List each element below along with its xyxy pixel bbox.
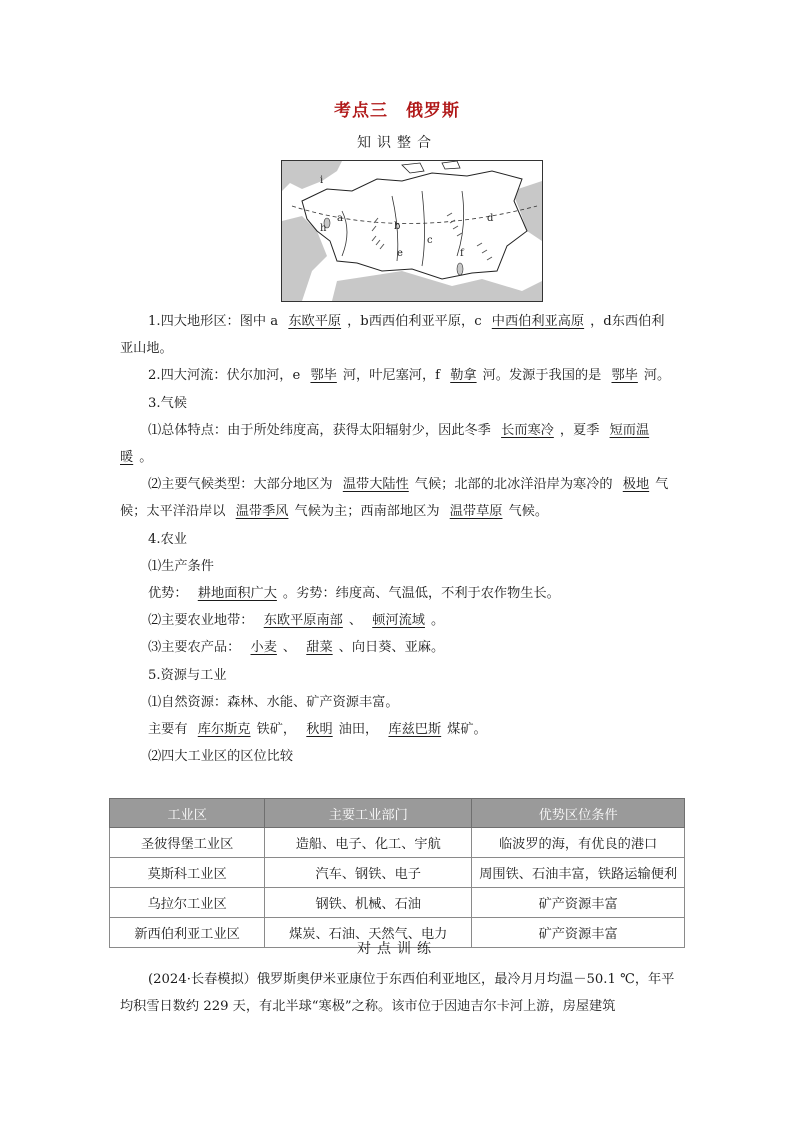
item-climate-types: ⑵主要气候类型：大部分地区为 温带大陆性 气候；北部的北冰洋沿岸为寒冷的 极地 气候；太平洋沿岸以 温带季风 气候为主；西南部地区为 温带草原 气候。	[120, 477, 669, 520]
map-label-c: c	[427, 235, 433, 246]
item-natural-resources: ⑴自然资源：森林、水能、矿产资源丰富。	[148, 694, 399, 710]
table-header: 工业区	[110, 799, 265, 828]
blank: 库尔斯克	[197, 722, 251, 738]
map-label-d: d	[487, 213, 494, 224]
table-header-row	[110, 799, 685, 828]
blank: 东欧平原南部	[263, 613, 343, 629]
practice-paragraph: (2024·长春模拟）俄罗斯奥伊米亚康位于东西伯利亚地区，最冷月月均温－50.1 ℃，年平均积雪日数约 229 天，有北半球“寒极”之称。该市位于因迪吉尔卡河上游，房屋建筑	[120, 972, 675, 1015]
map-label-a: a	[337, 213, 343, 224]
table-cell: 汽车、钢铁、电子	[265, 858, 472, 888]
table-cell: 莫斯科工业区	[110, 858, 265, 888]
blank: 东欧平原	[288, 314, 342, 329]
item-agri-products: ⑶主要农产品： 小麦 、 甜菜 、向日葵、亚麻。	[148, 640, 445, 656]
item-climate-features: ⑴总体特点：由于所处纬度高，获得太阳辐射少，因此冬季 长而寒冷 ，夏季 短而温暖 。	[120, 422, 650, 466]
blank: 小麦	[250, 640, 277, 656]
item-resources-heading: 5.资源与工业	[148, 667, 227, 683]
page-title: 考点三 俄罗斯	[334, 101, 460, 121]
blank: 鄂毕	[611, 368, 638, 384]
table-cell: 矿产资源丰富	[472, 888, 685, 918]
map-label-f: f	[460, 248, 464, 259]
map-label-b: b	[394, 221, 401, 232]
item-production-conditions: ⑴生产条件	[148, 558, 214, 574]
item-agri-zones: ⑵主要农业地带： 东欧平原南部 、 顿河流域 。	[148, 613, 445, 629]
blank: 顿河流域	[372, 613, 425, 629]
knowledge-content	[120, 308, 676, 770]
blank: 温带草原	[449, 504, 503, 520]
map-label-e: e	[397, 248, 403, 259]
table-header: 主要工业部门	[265, 799, 472, 828]
table-cell: 造船、电子、化工、宇航	[265, 828, 472, 858]
blank: 库兹巴斯	[388, 722, 442, 738]
blank: 秋明	[306, 722, 333, 738]
item-advantages: 优势： 耕地面积广大 。劣势：纬度高、气温低，不利于农作物生长。	[148, 586, 560, 602]
table-cell: 钢铁、机械、石油	[265, 888, 472, 918]
blank: 耕地面积广大	[197, 586, 277, 602]
table-row	[110, 828, 685, 858]
section-heading-practice: 对点训练	[357, 941, 437, 957]
table-cell: 周围铁、石油丰富，铁路运输便利	[472, 858, 685, 888]
table-cell: 新西伯利亚工业区	[110, 918, 265, 948]
map-label-h: h	[320, 223, 327, 234]
blank: 中西伯利亚高原	[491, 314, 585, 329]
section-heading-knowledge: 知识整合	[357, 135, 437, 151]
blank: 甜菜	[306, 640, 333, 656]
industrial-zones-table	[109, 798, 685, 948]
map-label-i: i	[320, 175, 324, 186]
item-agriculture-heading: 4.农业	[148, 531, 187, 547]
item-mines: 主要有 库尔斯克 铁矿， 秋明 油田， 库兹巴斯 煤矿。	[148, 722, 487, 738]
item-climate-heading: 3.气候	[148, 395, 187, 411]
blank: 长而寒冷	[501, 422, 554, 438]
table-cell: 圣彼得堡工业区	[110, 828, 265, 858]
item-landforms: 1.四大地形区：图中 a 东欧平原 ，b西西伯利亚平原，c 中西伯利亚高原 ，d东西伯利亚山地。	[120, 314, 665, 357]
blank: 鄂毕	[310, 368, 337, 384]
table-cell: 乌拉尔工业区	[110, 888, 265, 918]
blank: 极地	[622, 477, 650, 493]
russia-map	[281, 160, 543, 302]
item-rivers: 2.四大河流：伏尔加河，e 鄂毕 河，叶尼塞河，f 勒拿 河。发源于我国的是 鄂毕 河。	[148, 368, 671, 384]
table-cell: 煤炭、石油、天然气、电力	[265, 918, 472, 948]
table-cell: 临波罗的海，有优良的港口	[472, 828, 685, 858]
blank: 勒拿	[450, 368, 477, 384]
item-industrial-comparison: ⑵四大工业区的区位比较	[148, 749, 294, 765]
blank: 温带大陆性	[342, 477, 409, 493]
blank: 温带季风	[235, 504, 289, 520]
table-row	[110, 858, 685, 888]
blank: 短而温暖	[120, 422, 650, 466]
table-cell: 矿产资源丰富	[472, 918, 685, 948]
table-row	[110, 888, 685, 918]
table-header: 优势区位条件	[472, 799, 685, 828]
